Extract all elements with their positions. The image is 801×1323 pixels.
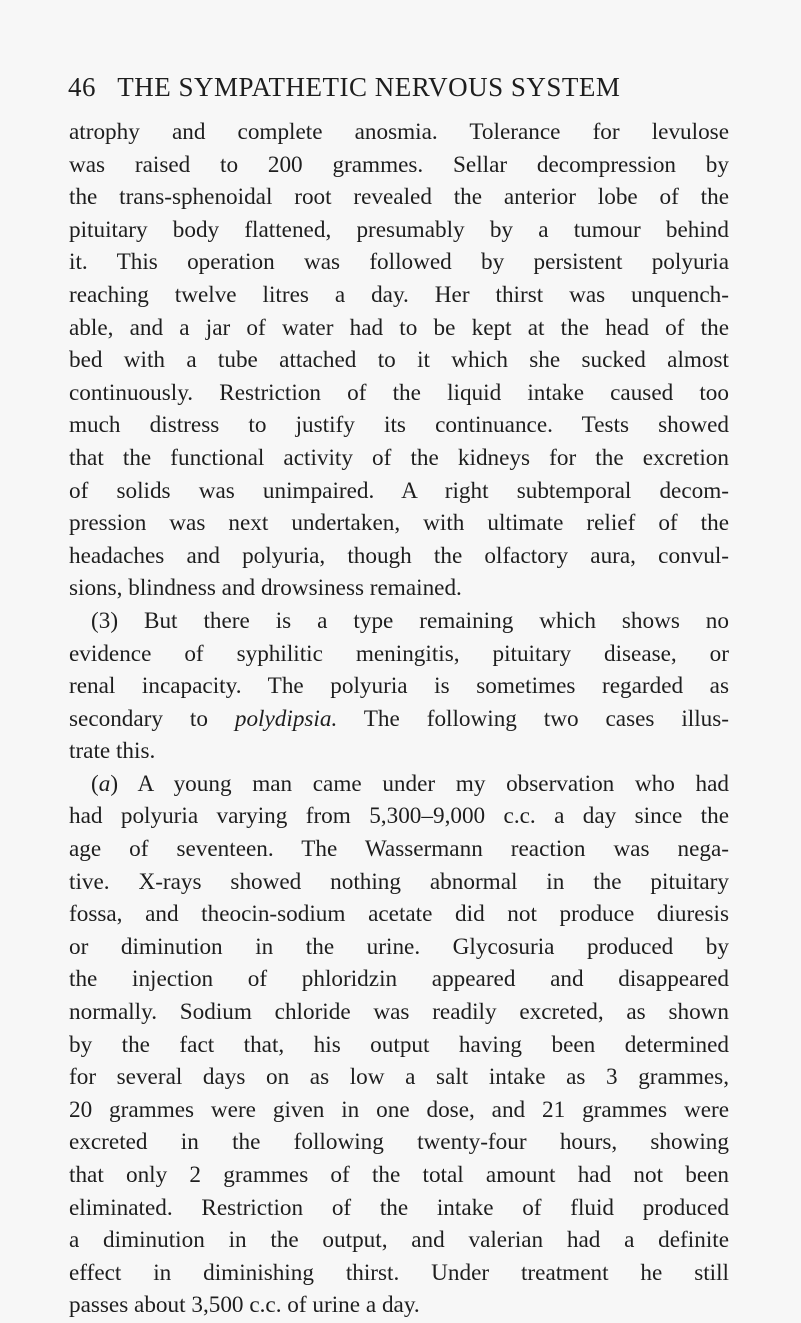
paren-close: ) bbox=[110, 770, 119, 797]
text-line: pression was next undertaken, with ultimate relief of the bbox=[69, 510, 729, 537]
text-line: able, and a jar of water had to be kept at the head of the bbox=[69, 314, 729, 341]
text-line: fossa, and theocin-sodium acetate did not produce diuresis bbox=[69, 901, 729, 928]
text-line: trate this. bbox=[69, 738, 156, 765]
text-line: atrophy and complete anosmia. Tolerance for levulose bbox=[69, 119, 729, 145]
text-run: A young man came under my observation who had bbox=[118, 770, 729, 797]
text-line-with-italic bbox=[69, 703, 729, 736]
text-line: or diminution in the urine. Glycosuria produced by bbox=[69, 933, 729, 960]
text-line: reaching twelve litres a day. Her thirst was unquench- bbox=[69, 281, 729, 308]
text-line: a diminution in the output, and valerian had a definite bbox=[69, 1227, 729, 1254]
text-line: bed with a tube attached to it which she sucked almost bbox=[69, 347, 729, 374]
text-line: had polyuria varying from 5,300–9,000 c.c. a day since the bbox=[69, 803, 729, 830]
body-text bbox=[69, 116, 729, 1322]
page-number: 46 bbox=[68, 72, 96, 102]
text-line: for several days on as low a salt intake as 3 grammes, bbox=[69, 1064, 729, 1091]
text-run: secondary to bbox=[69, 705, 235, 732]
text-line: that only 2 grammes of the total amount had not been bbox=[69, 1162, 729, 1188]
text-line: normally. Sodium chloride was readily excreted, as shown bbox=[69, 999, 729, 1026]
text-line: headaches and polyuria, though the olfactory aura, convul- bbox=[69, 542, 729, 569]
text-line: it. This operation was followed by persistent polyuria bbox=[69, 249, 729, 276]
text-line: age of seventeen. The Wassermann reaction was nega- bbox=[69, 836, 729, 863]
running-head bbox=[68, 70, 728, 104]
text-line-with-italic bbox=[69, 768, 729, 801]
text-line: eliminated. Restriction of the intake of fluid produced bbox=[69, 1194, 729, 1221]
text-line: by the fact that, his output having been determined bbox=[69, 1031, 729, 1058]
text-run: The following two cases illus- bbox=[337, 705, 729, 732]
paren-open: ( bbox=[91, 770, 99, 797]
text-line: effect in diminishing thirst. Under treatment he still bbox=[69, 1259, 729, 1286]
text-line: excreted in the following twenty-four hours, showing bbox=[69, 1129, 729, 1156]
text-line: that the functional activity of the kidneys for the excretion bbox=[69, 444, 729, 471]
text-line: evidence of syphilitic meningitis, pituitary disease, or bbox=[69, 640, 729, 667]
text-line: sions, blindness and drowsiness remained. bbox=[69, 575, 462, 602]
text-line: (3) But there is a type remaining which shows no bbox=[91, 607, 729, 634]
text-line: passes about 3,500 c.c. of urine a day. bbox=[69, 1292, 420, 1319]
text-line: pituitary body flattened, presumably by a tumour behind bbox=[69, 216, 729, 243]
text-line: 20 grammes were given in one dose, and 21 grammes were bbox=[69, 1096, 729, 1123]
text-line: the trans-sphenoidal root revealed the anterior lobe of the bbox=[69, 184, 729, 211]
running-title: THE SYMPATHETIC NERVOUS SYSTEM bbox=[117, 72, 621, 102]
text-line: the injection of phloridzin appeared and disappeared bbox=[69, 966, 729, 993]
text-line: was raised to 200 grammes. Sellar decompression by bbox=[69, 151, 729, 178]
text-line: tive. X-rays showed nothing abnormal in the pituitary bbox=[69, 868, 729, 895]
text-line: renal incapacity. The polyuria is sometimes regarded as bbox=[69, 673, 729, 700]
text-line: continuously. Restriction of the liquid intake caused too bbox=[69, 379, 729, 406]
text-line: of solids was unimpaired. A right subtemporal decom- bbox=[69, 477, 729, 504]
italic-term: polydipsia. bbox=[234, 705, 338, 732]
text-line: much distress to justify its continuance. Tests showed bbox=[69, 412, 729, 439]
italic-case-letter: a bbox=[98, 770, 111, 797]
